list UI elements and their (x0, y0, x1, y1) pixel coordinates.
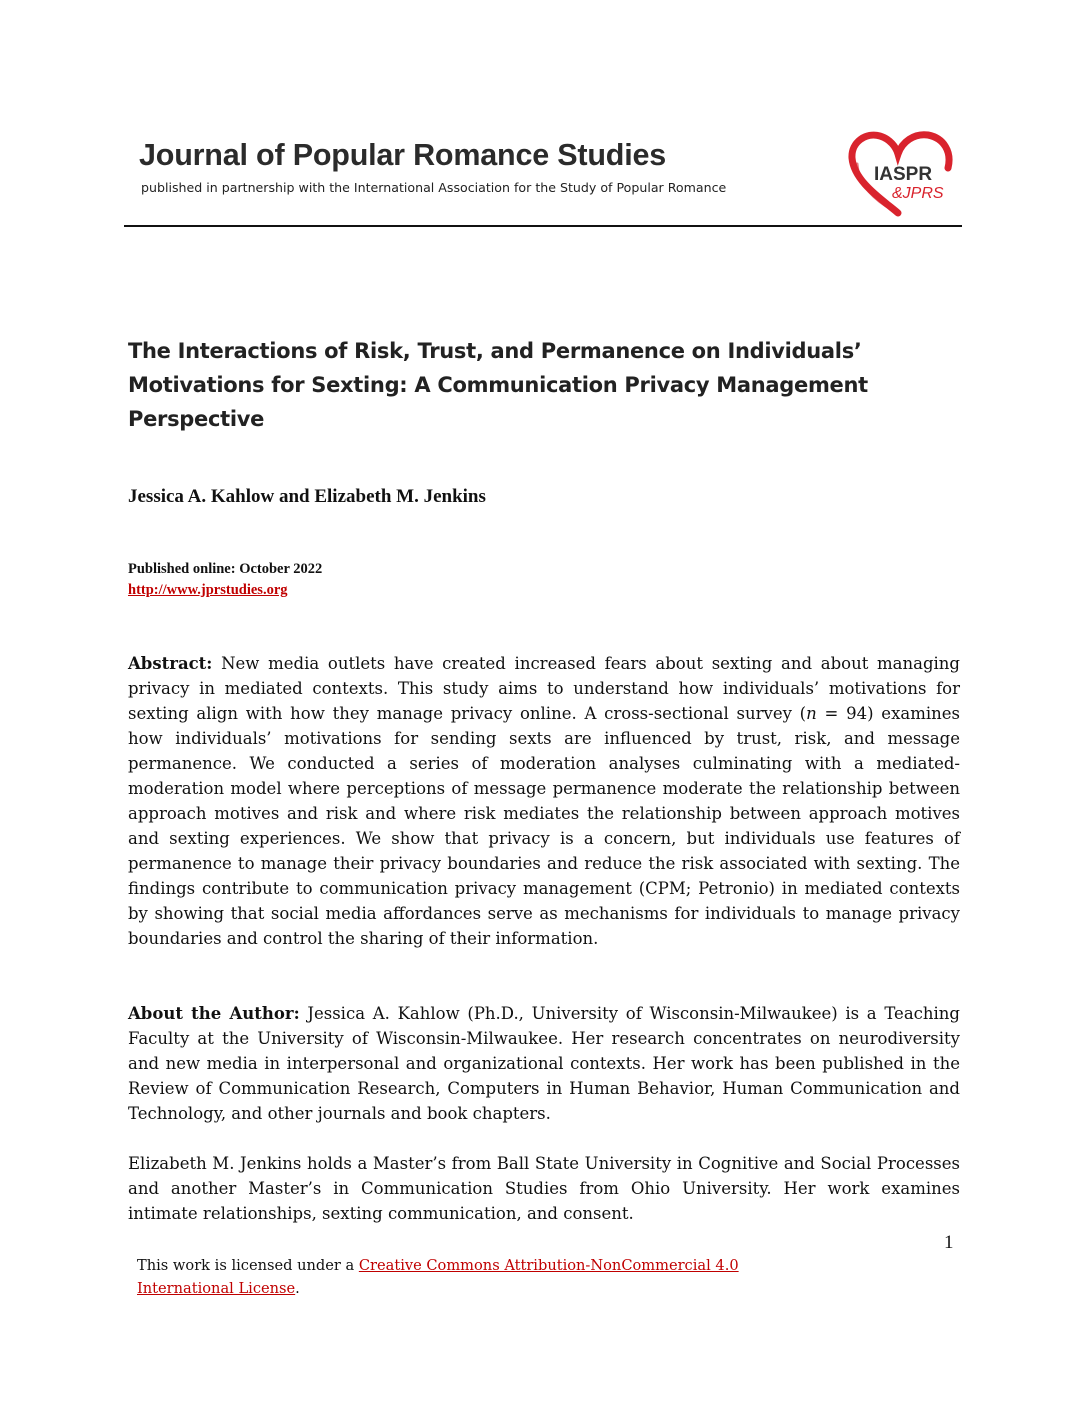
license-note (137, 1254, 837, 1300)
article-authors: Jessica A. Kahlow and Elizabeth M. Jenkins (128, 486, 486, 507)
header-rule (124, 225, 962, 227)
journal-logo (848, 130, 956, 218)
license-suffix: . (295, 1280, 300, 1297)
journal-title: Journal of Popular Romance Studies (139, 138, 667, 172)
license-prefix: This work is licensed under a (137, 1257, 359, 1274)
about-author-paragraph (128, 1001, 960, 1126)
abstract-paragraph (128, 651, 960, 951)
abstract-label: Abstract: (128, 654, 213, 673)
abstract-text-part1: New media outlets have created increased fears about sexting and about managing privacy in mediated contexts. This study aims to understand how individuals’ motivations for sexting align with how they manage privacy online. A cross-sectional survey ( (128, 654, 960, 723)
about-text: Jessica A. Kahlow (Ph.D., University of Wisconsin-Milwaukee) is a Teaching Faculty at the University of Wisconsin-Milwaukee. Her research concentrates on neurodiversity and new media in interpersonal and organizational contexts. Her work has been published in the Review of Communication Research, Computers in Human Behavior, Human Communication and Technology, and other journals and book chapters. (128, 1004, 960, 1123)
license-link[interactable]: Creative Commons Attribution-NonCommercial 4.0 International License (137, 1257, 739, 1297)
logo-text-jprs: &JPRS (892, 185, 944, 202)
abstract-text-part2: = 94) examines how individuals’ motivations for sending sexts are influenced by trust, risk, and message permanence. We conducted a series of moderation analyses culminating with a mediated-moderation model where perceptions of message permanence moderate the relationship between approach motives and risk and where risk mediates the relationship between approach motives and sexting experiences. We show that privacy is a concern, but individuals use features of permanence to manage their privacy boundaries and reduce the risk associated with sexting. The findings contribute to communication privacy management (CPM; Petronio) in mediated contexts by showing that social media affordances serve as mechanisms for individuals to manage privacy boundaries and control the sharing of their information. (128, 704, 960, 948)
journal-subtitle: published in partnership with the International Association for the Study of Popular Romance (141, 180, 727, 195)
abstract-n-symbol: n (806, 704, 817, 723)
about-label: About the Author: (128, 1004, 300, 1023)
published-date: Published online: October 2022 (128, 561, 323, 577)
journal-url-link[interactable]: http://www.jprstudies.org (128, 582, 288, 598)
heart-logo-icon (848, 130, 956, 218)
logo-text-iaspr: IASPR (874, 164, 933, 185)
page-number: 1 (944, 1232, 954, 1253)
second-author-paragraph: Elizabeth M. Jenkins holds a Master’s from Ball State University in Cognitive and Social Processes and another Master’s in Communication Studies from Ohio University. Her work examines intimate relationships, sexting communication, and consent. (128, 1154, 960, 1223)
article-title: The Interactions of Risk, Trust, and Permanence on Individuals’ Motivations for Sexting: A Communication Privacy Management Perspective (128, 339, 868, 431)
